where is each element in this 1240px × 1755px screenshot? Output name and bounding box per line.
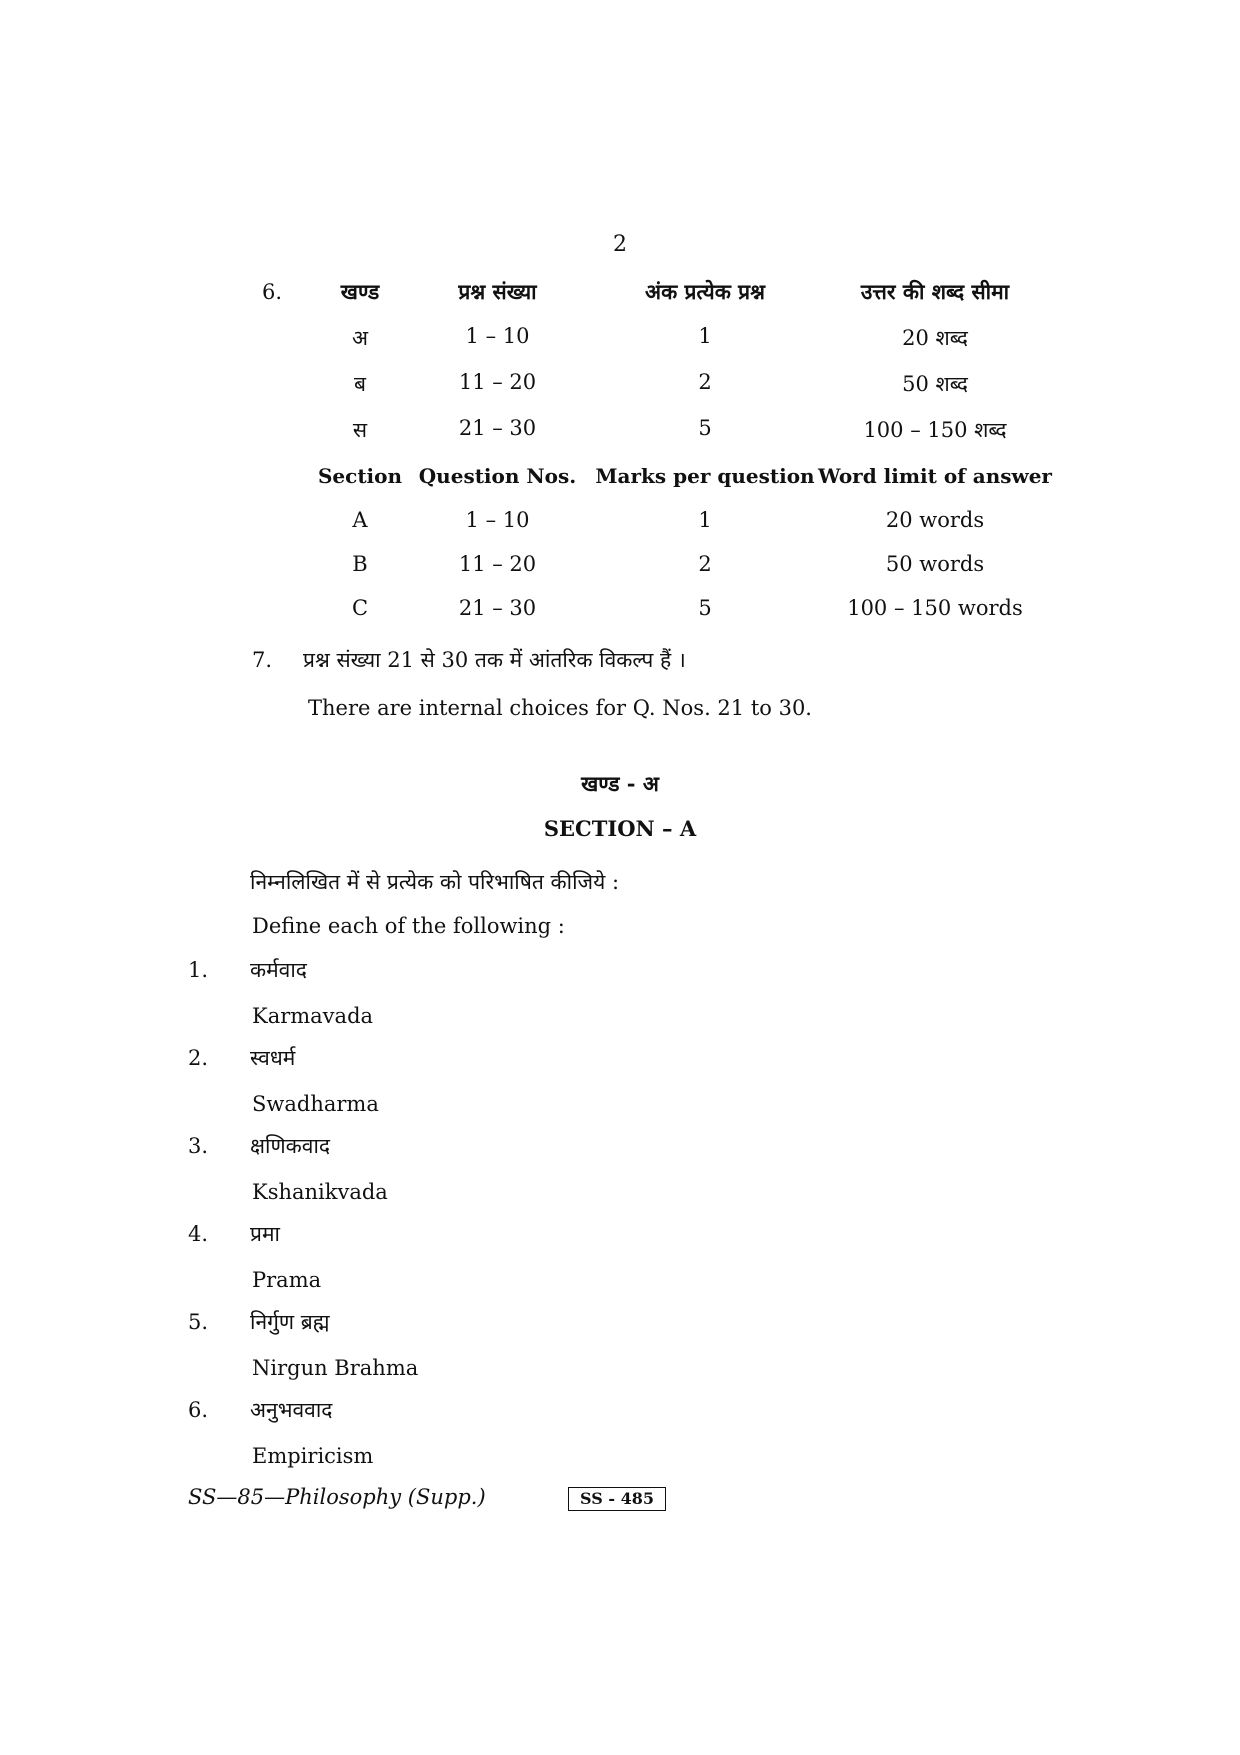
- footer-paper-code: SS - 485: [568, 1487, 666, 1511]
- table-cell: 50 शब्द: [902, 372, 968, 396]
- section-hindi-title: खण्ड - अ: [581, 771, 659, 796]
- instruction-6-number: 6.: [262, 280, 283, 304]
- table-cell: 100 – 150 words: [847, 596, 1023, 620]
- question-number: 1.: [188, 958, 209, 982]
- table-cell: 5: [698, 416, 712, 440]
- table-cell: 1 – 10: [465, 324, 530, 348]
- question-english: Prama: [252, 1268, 322, 1292]
- question-english: Karmavada: [252, 1004, 374, 1028]
- question-english: Nirgun Brahma: [252, 1356, 419, 1380]
- table-cell: 21 – 30: [458, 596, 537, 620]
- page-number: 2: [613, 232, 627, 257]
- question-number: 2.: [188, 1046, 209, 1070]
- question-english: Kshanikvada: [252, 1180, 388, 1204]
- english-header-marks: Marks per question: [595, 464, 815, 488]
- question-english: Swadharma: [252, 1092, 379, 1116]
- hindi-header-marks: अंक प्रत्येक प्रश्न: [645, 279, 765, 304]
- table-cell: 20 शब्द: [902, 326, 968, 350]
- hindi-header-question-nos: प्रश्न संख्या: [458, 279, 537, 304]
- table-cell: 20 words: [885, 508, 985, 532]
- table-cell: 2: [698, 370, 712, 394]
- table-cell: 21 – 30: [458, 416, 537, 440]
- question-number: 3.: [188, 1134, 209, 1158]
- question-number: 6.: [188, 1398, 209, 1422]
- section-english-title: SECTION – A: [543, 816, 697, 841]
- question-hindi: कर्मवाद: [250, 958, 307, 982]
- hindi-header-word-limit: उत्तर की शब्द सीमा: [860, 279, 1010, 304]
- english-header-section: Section: [317, 464, 403, 488]
- table-cell: 1: [698, 324, 712, 348]
- table-cell: 2: [698, 552, 712, 576]
- question-number: 5.: [188, 1310, 209, 1334]
- instruction-7-hindi: प्रश्न संख्या 21 से 30 तक में आंतरिक विकल्प हैं ।: [303, 648, 686, 672]
- table-cell: C: [351, 596, 369, 620]
- table-cell: ब: [354, 372, 366, 396]
- question-hindi: अनुभववाद: [250, 1398, 333, 1422]
- table-cell: 1: [698, 508, 712, 532]
- english-header-word-limit: Word limit of answer: [818, 464, 1052, 488]
- table-cell: 5: [698, 596, 712, 620]
- question-number: 4.: [188, 1222, 209, 1246]
- english-header-question-nos: Question Nos.: [418, 464, 577, 488]
- hindi-header-section: खण्ड: [340, 279, 380, 304]
- footer-paper-title: SS—85—Philosophy (Supp.): [188, 1485, 486, 1509]
- table-cell: 100 – 150 शब्द: [863, 418, 1007, 442]
- table-cell: 50 words: [885, 552, 985, 576]
- question-hindi: निर्गुण ब्रह्म: [250, 1310, 330, 1334]
- table-cell: 11 – 20: [458, 552, 537, 576]
- table-cell: B: [352, 552, 368, 576]
- question-hindi: क्षणिकवाद: [250, 1134, 331, 1158]
- question-hindi: स्वधर्म: [250, 1046, 296, 1070]
- instruction-7-english: There are internal choices for Q. Nos. 21 to 30.: [308, 696, 812, 720]
- table-cell: 11 – 20: [458, 370, 537, 394]
- question-hindi: प्रमा: [250, 1222, 280, 1246]
- instruction-7-number: 7.: [252, 648, 273, 672]
- table-cell: स: [352, 418, 368, 442]
- table-cell: A: [352, 508, 368, 532]
- section-hindi-instruction: निम्नलिखित में से प्रत्येक को परिभाषित कीजिये :: [250, 870, 620, 894]
- table-cell: 1 – 10: [465, 508, 530, 532]
- section-english-instruction: Define each of the following :: [252, 914, 565, 938]
- table-cell: अ: [351, 326, 369, 350]
- question-english: Empiricism: [252, 1444, 374, 1468]
